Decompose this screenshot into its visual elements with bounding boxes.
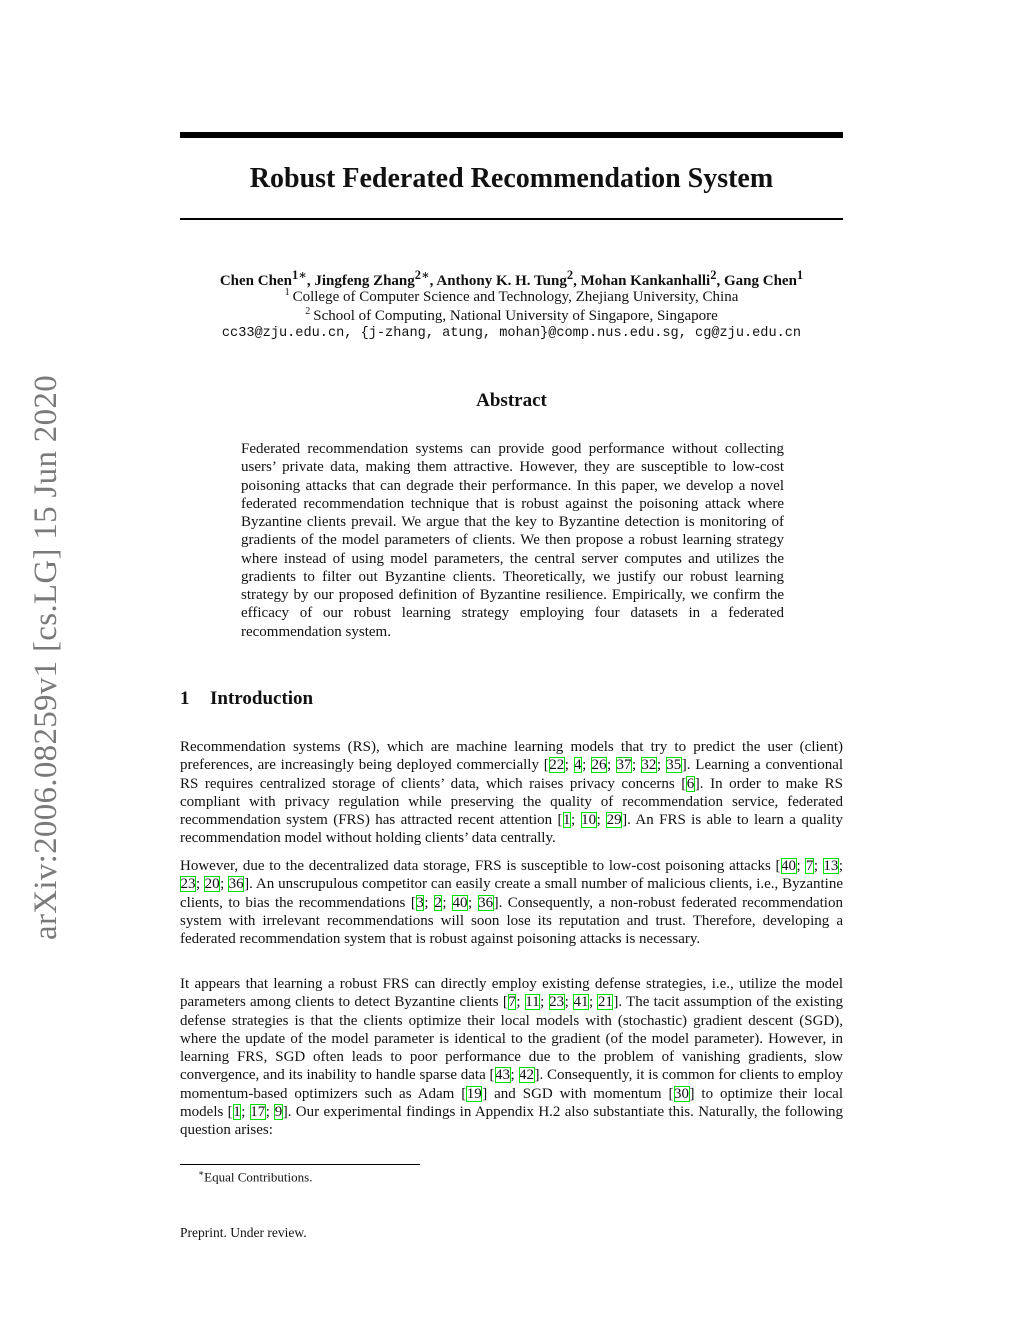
citation-link[interactable]: 6: [686, 775, 695, 792]
paragraph-text: ] and SGD with momentum [: [482, 1085, 674, 1102]
footnote: [198, 1168, 312, 1185]
arxiv-identifier: arXiv:2006.08259v1 [cs.LG] 15 Jun 2020: [28, 374, 64, 940]
paragraph-text: ]. An FRS is able to learn a quality recommendation model without holding clients’ data centrally.: [180, 812, 843, 847]
author-name: Gang Chen: [723, 273, 797, 289]
citation-link[interactable]: 11: [525, 994, 540, 1011]
paragraph-text: ;: [540, 994, 549, 1011]
abstract-body: Federated recommendation systems can provide good performance without collecting users’ private data, making them attractive. However, they are susceptible to low-cost poisoning attacks that can degrade their performance. In this paper, we develop a novel federated recommendation technique that is robust against the poisoning attack where Byzantine clients prevail. We argue that the key to Byzantine detection is monitoring of gradients of the model parameters of clients. We then propose a robust learning strategy where instead of using model parameters, the central server computes and utilizes the gradients to filter out Byzantine clients. Theoretically, we justify our robust learning strategy by our proposed definition of Byzantine resilience. Empirically, we confirm the efficacy of our robust learning strategy employing four datasets in a federated recommendation system.: [241, 441, 784, 640]
paragraph-text: ;: [582, 757, 592, 774]
citation-link[interactable]: 40: [781, 858, 797, 874]
author-name: Chen Chen: [219, 273, 292, 289]
author-name: Mohan Kankanhalli: [580, 273, 711, 289]
paragraph-text: ]. Our experimental findings in Appendix H.2 also substantiate this. Naturally, the following question arises:: [180, 1103, 843, 1138]
citation-link[interactable]: 29: [606, 812, 622, 828]
paragraph-text: ;: [607, 757, 616, 774]
affiliation-line: [180, 306, 843, 325]
paragraph-text: However, due to the decentralized data storage, FRS is susceptible to low-cost poisoning attacks [: [180, 858, 781, 874]
paragraph-text: ;: [571, 812, 581, 828]
citation-link[interactable]: 7: [508, 994, 516, 1011]
title-top-rule: [180, 132, 843, 138]
section-heading: [180, 688, 313, 710]
citation-link[interactable]: 7: [805, 858, 814, 874]
paragraph-text: ]. Consequently, a non-robust federated recommendation system with irrelevant recommendations will soon lose its reputation and trust. Therefore, developing a federated recommendation system that is robust against poisoning attacks is necessary.: [180, 894, 843, 947]
citation-link[interactable]: 22: [549, 757, 565, 774]
paragraph-text: ;: [656, 757, 666, 774]
abstract-heading: Abstract: [476, 390, 547, 411]
citation-link[interactable]: 36: [478, 894, 494, 911]
paragraph-text: Recommendation systems (RS), which are machine learning models that try to predict the user (client) preferences, are increasingly being deployed commercially [: [180, 739, 843, 774]
author-affiliation-mark: 2∗: [414, 268, 430, 282]
citation-link[interactable]: 13: [823, 858, 839, 874]
citation-link[interactable]: 1: [563, 812, 571, 828]
paragraph-text: ;: [220, 876, 229, 893]
citation-link[interactable]: 10: [581, 812, 597, 828]
title-bottom-rule: [180, 218, 843, 220]
citation-link[interactable]: 32: [641, 757, 657, 774]
citation-link[interactable]: 40: [452, 894, 468, 911]
citation-link[interactable]: 23: [549, 994, 565, 1011]
citation-link[interactable]: 26: [591, 757, 607, 774]
author-separator: ,: [306, 273, 315, 289]
paragraph-text: ;: [631, 757, 641, 774]
paragraph-text: ]. Learning a conventional RS requires centralized storage of clients’ data, which raises privacy concerns [: [180, 757, 844, 792]
footnote-mark: ∗: [198, 1168, 205, 1178]
body-paragraph: [180, 857, 843, 948]
citation-link[interactable]: 3: [416, 894, 424, 911]
paper-title: Robust Federated Recommendation System: [249, 163, 774, 194]
paragraph-text: ]. Consequently, it is common for clients to employ momentum-based optimizers such as Adam [: [180, 1067, 844, 1102]
author-emails: cc33@zju.edu.cn, {j-zhang, atung, mohan}@comp.nus.edu.sg, cg@zju.edu.cn: [221, 326, 802, 341]
affiliation-number: 1: [284, 287, 290, 298]
paragraph-text: ]. In order to make RS compliant with privacy regulation while preserving the quality of recommendation service, federated recommendation system (FRS) has attracted recent attention [: [180, 775, 843, 828]
author-affiliation-mark: 1: [796, 268, 804, 282]
paragraph-text: ;: [265, 1103, 275, 1120]
paragraph-text: ;: [564, 757, 574, 774]
paragraph-text: ;: [196, 876, 205, 893]
paragraph-text: ;: [442, 894, 452, 911]
footnote-text: Equal Contributions.: [204, 1169, 313, 1185]
citation-link[interactable]: 9: [274, 1103, 283, 1120]
paragraph-text: ;: [564, 994, 573, 1011]
citation-link[interactable]: 36: [228, 876, 244, 893]
author-name: Anthony K. H. Tung: [436, 273, 567, 289]
citation-link[interactable]: 41: [573, 994, 589, 1011]
paragraph-text: ;: [468, 894, 478, 911]
author-separator: ,: [573, 273, 581, 289]
citation-link[interactable]: 42: [519, 1067, 535, 1084]
author-name: Jingfeng Zhang: [314, 273, 415, 289]
paragraph-text: ;: [796, 858, 806, 874]
affiliation-line: [180, 287, 843, 306]
citation-link[interactable]: 43: [495, 1067, 511, 1084]
affiliation-text: College of Computer Science and Technology, Zhejiang University, China: [292, 289, 739, 305]
paragraph-text: ;: [588, 994, 598, 1011]
citation-link[interactable]: 4: [574, 757, 582, 774]
citation-link[interactable]: 21: [597, 994, 613, 1011]
citation-link[interactable]: 23: [180, 876, 196, 893]
citation-link[interactable]: 17: [250, 1103, 266, 1120]
paragraph-text: ;: [596, 812, 607, 828]
paragraph-text: ;: [424, 894, 434, 911]
preprint-footer: Preprint. Under review.: [180, 1225, 307, 1240]
section-number: 1: [180, 688, 190, 709]
paragraph-text: ] to optimize their local models [: [180, 1085, 843, 1120]
paragraph-text: ]. The tacit assumption of the existing defense strategies is that the clients optimize their local models with (stochastic) gradient descent (SGD), where the update of the model parameter is identical to the gradient (of the model parameter). However, in learning FRS, SGD often leads to poor performance due to the problem of vanishing gradients, slow convergence, and its inability to handle sparse data [: [180, 994, 844, 1084]
citation-link[interactable]: 1: [233, 1103, 241, 1120]
affiliation-text: School of Computing, National University of Singapore, Singapore: [313, 308, 718, 324]
paragraph-text: ;: [838, 858, 843, 874]
citation-link[interactable]: 2: [434, 894, 442, 911]
author-separator: ,: [429, 273, 437, 289]
citation-link[interactable]: 35: [666, 757, 682, 774]
citation-link[interactable]: 30: [674, 1085, 690, 1102]
citation-link[interactable]: 19: [466, 1085, 482, 1102]
paragraph-text: ;: [510, 1067, 519, 1084]
body-paragraph: [180, 975, 843, 1139]
paragraph-text: It appears that learning a robust FRS can directly employ existing defense strategies, i.e., utilize the model parameters among clients to detect Byzantine clients [: [180, 976, 843, 1011]
author-affiliation-mark: 2: [566, 268, 574, 282]
section-title: Introduction: [210, 688, 314, 709]
affiliation-number: 2: [305, 306, 311, 317]
footnote-rule: [180, 1164, 420, 1165]
author-separator: ,: [716, 273, 724, 289]
paragraph-text: ;: [241, 1103, 250, 1120]
citation-link[interactable]: 20: [204, 876, 220, 893]
paragraph-text: ;: [516, 994, 525, 1011]
citation-link[interactable]: 37: [616, 757, 632, 774]
paragraph-text: ;: [813, 858, 823, 874]
author-affiliation-mark: 2: [710, 268, 717, 282]
paragraph-text: ]. An unscrupulous competitor can easily create a small number of malicious clients, i.e., Byzantine clients, to bias the recommendations [: [180, 876, 843, 911]
body-paragraph: [180, 738, 843, 848]
author-affiliation-mark: 1∗: [291, 268, 307, 282]
